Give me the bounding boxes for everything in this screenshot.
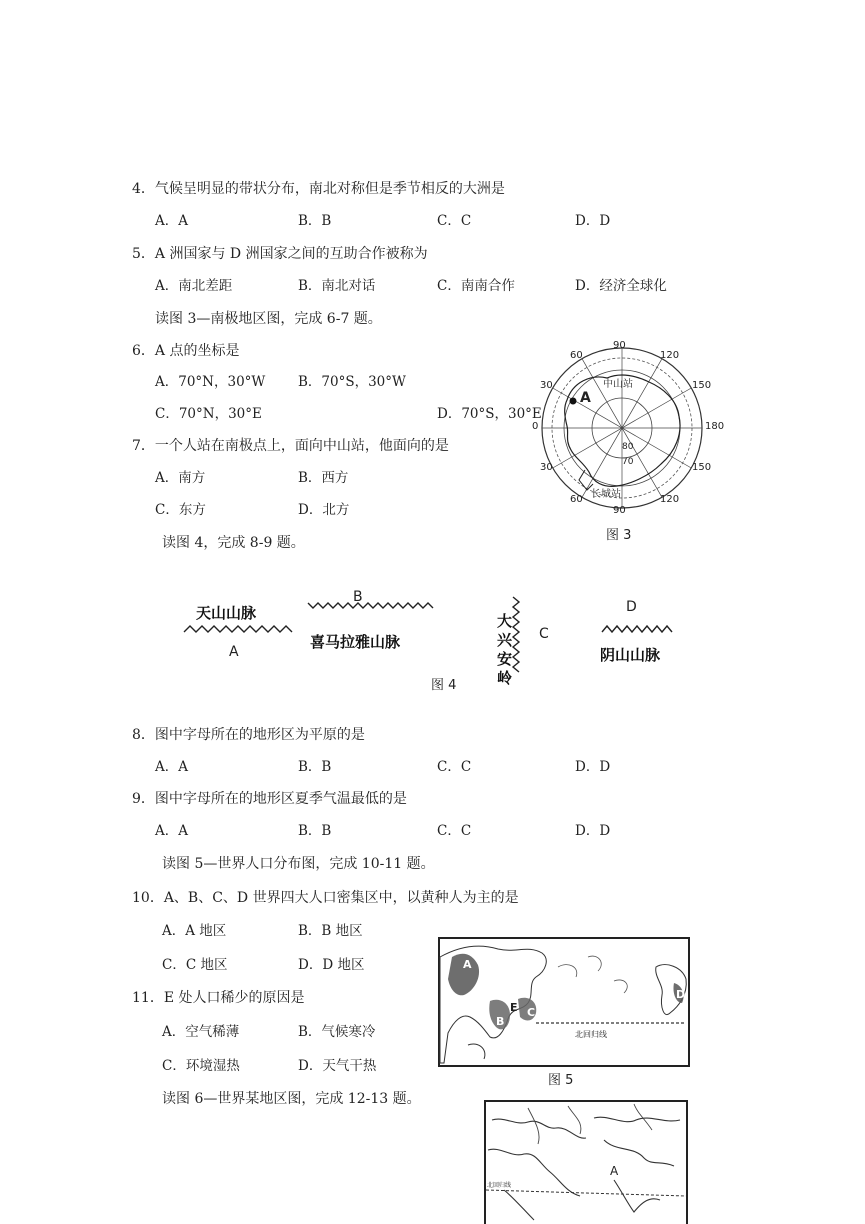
lon-label-60-bottom: 60 — [570, 494, 583, 505]
point-a-label: A — [580, 390, 591, 406]
q4-stem: 4．气候呈明显的带状分布，南北对称但是季节相反的大洲是 — [132, 181, 505, 197]
q4-option-d: D．D — [575, 213, 611, 229]
world-population-map — [438, 937, 690, 1067]
lon-label-60-top: 60 — [570, 350, 583, 361]
fig5-caption: 图 5 — [548, 1073, 574, 1088]
lon-label-30-bottom: 30 — [540, 462, 553, 473]
lon-label-150-top: 150 — [692, 380, 712, 391]
q8-stem: 8．图中字母所在的地形区为平原的是 — [132, 727, 365, 743]
q9-option-b: B．B — [298, 823, 332, 839]
changcheng-station-label: 长城站 — [591, 489, 621, 500]
q11-option-c: C．环境湿热 — [162, 1058, 240, 1074]
q9-option-c: C．C — [437, 823, 472, 839]
q10-option-a: A．A 地区 — [162, 923, 227, 939]
q7-option-d: D．北方 — [298, 502, 350, 518]
read-fig5-instruction: 读图 5—世界人口分布图，完成 10-11 题。 — [162, 856, 435, 872]
q9-option-a: A．A — [155, 823, 188, 839]
lon-label-30-top: 30 — [540, 380, 553, 391]
q6-option-d: D．70°S，30°E — [437, 406, 542, 422]
lat-label-80: 80 — [622, 442, 634, 452]
q7-option-a: A．南方 — [155, 470, 206, 486]
q10-stem: 10．A、B、C、D 世界四大人口密集区中，以黄种人为主的是 — [132, 890, 519, 906]
q5-stem: 5．A 洲国家与 D 洲国家之间的互助合作被称为 — [132, 246, 428, 262]
fig6-letter-a: A — [610, 1164, 619, 1178]
fig4-caption: 图 4 — [431, 678, 457, 693]
q10-option-c: C．C 地区 — [162, 957, 228, 973]
q6-option-b: B．70°S，30°W — [298, 374, 406, 390]
read-fig6-instruction: 读图 6—世界某地区图，完成 12-13 题。 — [162, 1091, 421, 1107]
fig5-letter-e: E — [510, 1001, 518, 1014]
q9-option-d: D．D — [575, 823, 611, 839]
regional-map — [484, 1100, 688, 1224]
q11-stem: 11．E 处人口稀少的原因是 — [132, 990, 305, 1006]
q6-stem: 6．A 点的坐标是 — [132, 343, 240, 359]
q4-option-b: B．B — [298, 213, 332, 229]
lon-label-180: 180 — [705, 421, 725, 432]
tianshan-range-label: 天山山脉 — [196, 604, 257, 622]
daxinganling-range-label: 大兴安岭 — [497, 612, 513, 687]
lon-label-90-bottom: 90 — [613, 505, 626, 516]
fig4-letter-c: C — [539, 626, 549, 642]
yinshan-range-label: 阴山山脉 — [600, 646, 661, 664]
lat-label-70: 70 — [622, 457, 634, 467]
fig4-letter-a: A — [229, 644, 239, 660]
q5-option-a: A．南北差距 — [155, 278, 233, 294]
fig3-caption: 图 3 — [606, 528, 632, 543]
q8-option-d: D．D — [575, 759, 611, 775]
q7-stem: 7．一个人站在南极点上，面向中山站，他面向的是 — [132, 438, 449, 454]
himalaya-range-label: 喜马拉雅山脉 — [310, 633, 401, 651]
q8-option-a: A．A — [155, 759, 188, 775]
q8-option-b: B．B — [298, 759, 332, 775]
q6-option-c: C．70°N，30°E — [155, 406, 262, 422]
q5-option-b: B．南北对话 — [298, 278, 376, 294]
lon-label-0: 0 — [532, 421, 539, 432]
q10-option-d: D．D 地区 — [298, 957, 365, 973]
lon-label-120-top: 120 — [660, 350, 680, 361]
lon-label-90-top: 90 — [613, 340, 626, 351]
q11-option-d: D．天气干热 — [298, 1058, 377, 1074]
read-fig3-instruction: 读图 3—南极地区图，完成 6-7 题。 — [155, 311, 382, 327]
fig5-tropic-label: 北回归线 — [575, 1030, 607, 1039]
q7-option-b: B．西方 — [298, 470, 349, 486]
read-fig4-instruction: 读图 4，完成 8-9 题。 — [162, 535, 305, 551]
fig5-letter-c: C — [527, 1006, 536, 1019]
fig4-letter-d: D — [626, 599, 637, 615]
q9-stem: 9．图中字母所在的地形区夏季气温最低的是 — [132, 791, 407, 807]
zhongshan-station-label: 中山站 — [603, 379, 633, 390]
fig6-tropic-label: 北回归线 — [487, 1182, 512, 1189]
q5-option-d: D．经济全球化 — [575, 278, 667, 294]
q11-option-a: A．空气稀薄 — [162, 1024, 240, 1040]
antarctic-map — [527, 338, 727, 518]
q5-option-c: C．南南合作 — [437, 278, 515, 294]
q11-option-b: B．气候寒冷 — [298, 1024, 376, 1040]
q4-option-c: C．C — [437, 213, 472, 229]
fig5-letter-b: B — [496, 1015, 505, 1028]
lon-label-120-bottom: 120 — [660, 494, 680, 505]
fig4-letter-b: B — [353, 589, 363, 605]
q6-option-a: A．70°N，30°W — [155, 374, 266, 390]
q8-option-c: C．C — [437, 759, 472, 775]
fig5-letter-d: D — [676, 988, 686, 1001]
fig5-letter-a: A — [463, 958, 472, 971]
lon-label-150-bottom: 150 — [692, 462, 712, 473]
q10-option-b: B．B 地区 — [298, 923, 363, 939]
q7-option-c: C．东方 — [155, 502, 206, 518]
q4-option-a: A．A — [155, 213, 188, 229]
